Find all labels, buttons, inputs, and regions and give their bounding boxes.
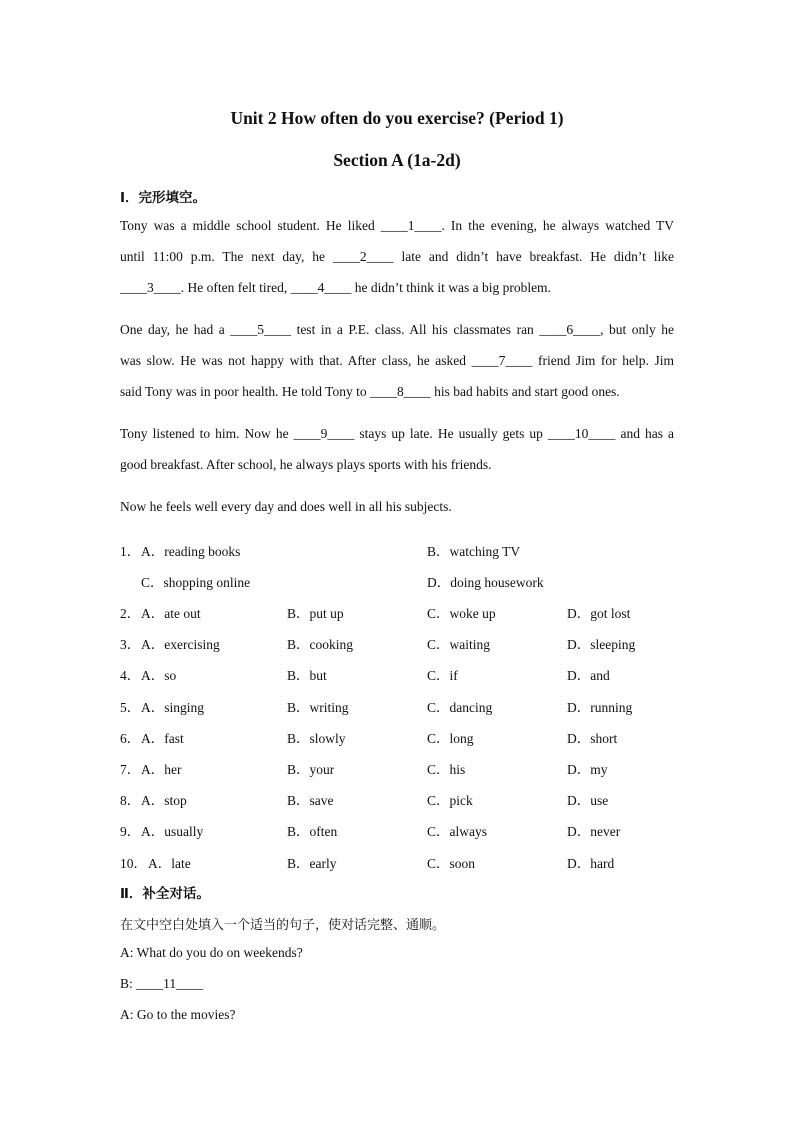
question-row-6 (120, 727, 680, 747)
option-a: A．late (148, 856, 191, 871)
option-c: C．long (427, 731, 474, 746)
question-number: 10． (120, 856, 147, 871)
option-b: B．but (287, 668, 327, 683)
option-c: C．soon (427, 856, 476, 871)
option-b: B．watching TV (427, 544, 521, 559)
passage-line: good breakfast. After school, he always plays sports with his friends. (120, 457, 492, 472)
option-b: B．writing (287, 700, 349, 715)
option-d: D．my (567, 762, 608, 777)
question-row-2 (120, 602, 680, 622)
question-row-5 (120, 696, 680, 716)
option-d: D．hard (567, 856, 615, 871)
option-b: B．save (287, 793, 334, 808)
option-b: B．your (287, 762, 335, 777)
option-d: D．running (567, 700, 633, 715)
question-row-7 (120, 758, 680, 778)
question-row-3 (120, 633, 680, 653)
option-b: B．put up (287, 606, 344, 621)
passage-paragraph-3 (120, 418, 674, 480)
option-c: C．shopping online (141, 575, 251, 590)
option-d: D．got lost (567, 606, 631, 621)
option-a: A．stop (141, 793, 187, 808)
question-number: 1． (120, 544, 141, 559)
option-a: A．ate out (141, 606, 201, 621)
question-number: 5． (120, 700, 141, 715)
dialogue-line-3: A: Go to the movies? (120, 1007, 236, 1022)
question-row-8 (120, 789, 680, 809)
passage-line: Tony listened to him. Now he ____9____ stays up late. He usually gets up ____10____ and has a (120, 426, 674, 441)
option-b: B．cooking (287, 637, 353, 652)
option-d: D．use (567, 793, 609, 808)
option-c: C．pick (427, 793, 473, 808)
option-a: A．exercising (141, 637, 220, 652)
option-c: C．woke up (427, 606, 496, 621)
passage-line: Tony was a middle school student. He liked ____1____. In the evening, he always watched TV (120, 218, 674, 233)
option-c: C．always (427, 824, 487, 839)
passage-paragraph-4 (120, 491, 674, 522)
question-number: 8． (120, 793, 141, 808)
question-number: 4． (120, 668, 141, 683)
option-d: D．doing housework (427, 575, 544, 590)
section2-heading: Ⅱ．补全对话。 (120, 886, 210, 902)
question-number: 2． (120, 606, 141, 621)
question-row-1-cont (120, 571, 680, 591)
option-b: B．early (287, 856, 337, 871)
question-number: 7． (120, 762, 141, 777)
passage-line: Now he feels well every day and does well in all his subjects. (120, 499, 452, 514)
option-d: D．short (567, 731, 618, 746)
option-a: A．so (141, 668, 177, 683)
passage-line: ____3____. He often felt tired, ____4____ he didn’t think it was a big problem. (120, 280, 551, 295)
option-c: C．waiting (427, 637, 490, 652)
dialogue-line-1: A: What do you do on weekends? (120, 945, 303, 960)
option-a: A．singing (141, 700, 205, 715)
option-c: C．dancing (427, 700, 493, 715)
question-row-4 (120, 664, 680, 684)
option-a: A．reading books (141, 544, 241, 559)
option-a: A．usually (141, 824, 204, 839)
option-a: A．fast (141, 731, 184, 746)
passage-line: was slow. He was not happy with that. After class, he asked ____7____ friend Jim for help. Jim (120, 353, 674, 368)
option-a: A．her (141, 762, 182, 777)
option-d: D．never (567, 824, 621, 839)
question-row-9 (120, 820, 680, 840)
option-b: B．often (287, 824, 338, 839)
question-number: 6． (120, 731, 141, 746)
passage-line: until 11:00 p.m. The next day, he ____2____ late and didn’t have breakfast. He didn’t like (120, 249, 674, 264)
option-d: D．sleeping (567, 637, 636, 652)
passage-line: One day, he had a ____5____ test in a P.E. class. All his classmates ran ____6____, but only he (120, 322, 674, 337)
option-b: B．slowly (287, 731, 346, 746)
question-number: 3． (120, 637, 141, 652)
question-row-10 (120, 852, 680, 872)
section1-heading: Ⅰ．完形填空。 (120, 190, 207, 206)
question-row-1 (120, 540, 680, 560)
option-c: C．his (427, 762, 466, 777)
page-subtitle: Section A (1a-2d) (333, 150, 461, 170)
section2-instruction: 在文中空白处填入一个适当的句子，使对话完整、通顺。 (120, 918, 446, 933)
option-c: C．if (427, 668, 458, 683)
option-d: D．and (567, 668, 610, 683)
passage-paragraph-2 (120, 314, 674, 407)
page-title: Unit 2 How often do you exercise? (Period 1) (230, 108, 564, 128)
dialogue-line-2: B: ____11____ (120, 976, 204, 991)
question-number: 9． (120, 824, 141, 839)
passage-paragraph-1 (120, 210, 674, 303)
passage-line: said Tony was in poor health. He told Tony to ____8____ his bad habits and start good ones. (120, 384, 620, 399)
